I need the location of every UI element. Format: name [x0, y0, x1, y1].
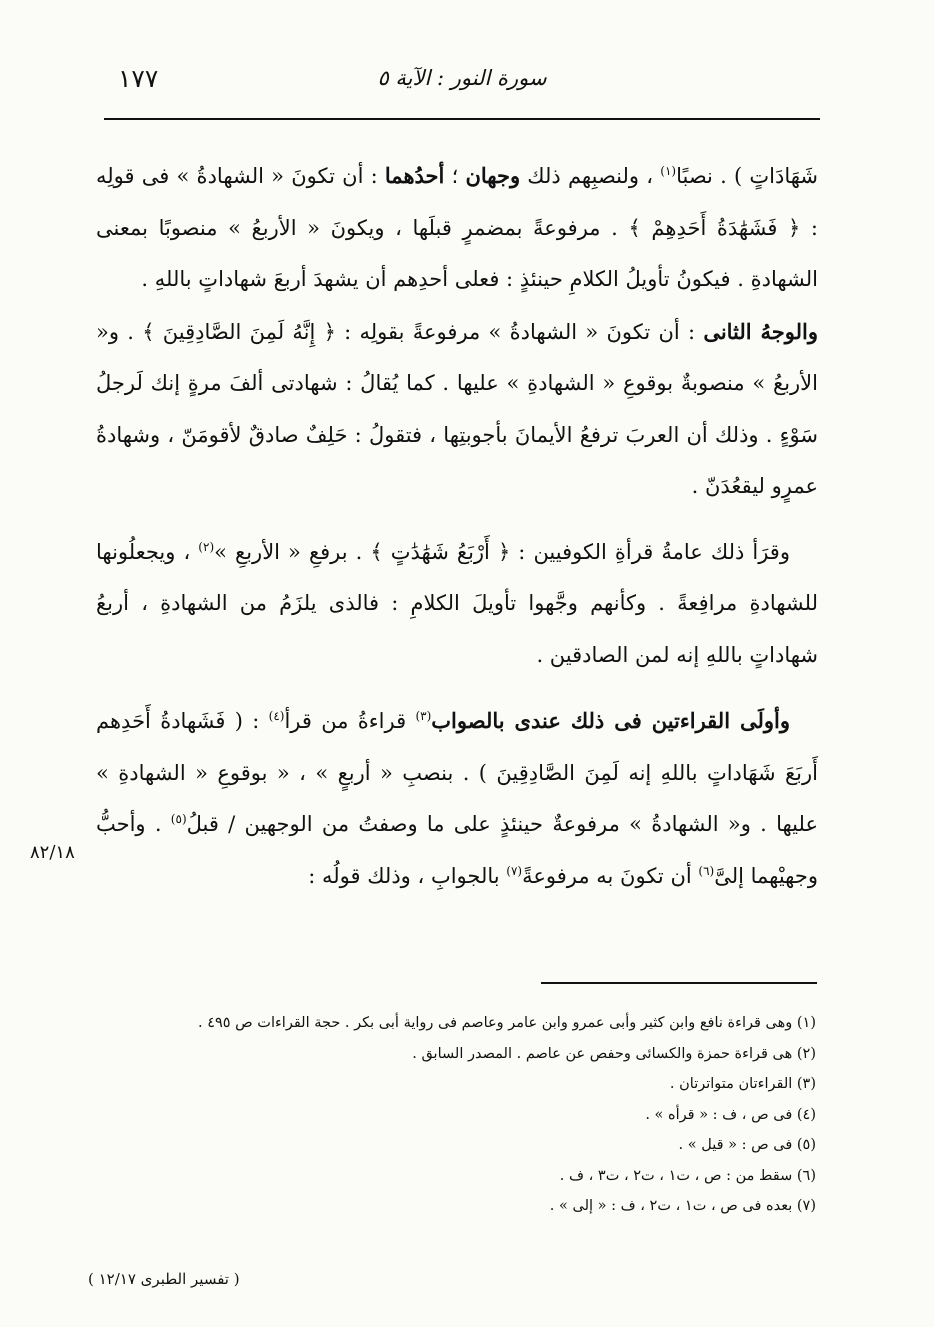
bold-term: أحدُهما [384, 163, 445, 188]
text-run: ، ولنصبِهم ذلك [520, 164, 661, 188]
footnote-6: (٦) سقط من : ص ، ت١ ، ت٢ ، ت٣ ، ف . [559, 1167, 816, 1184]
footnote-divider [541, 982, 817, 984]
paragraph-1 [96, 150, 818, 306]
footnote-ref-6: (٦) [698, 863, 715, 878]
footnote-ref-1: (١) [660, 164, 677, 178]
bold-term: وأولَى القراءتين فى ذلك عندى بالصواب [431, 708, 790, 733]
text-run: . وأحبُّ وجهيْهما إلىَّ [96, 812, 818, 888]
footnote-3: (٣) القراءتان متواترتان . [669, 1076, 816, 1092]
footnote-2: (٢) هى قراءة حمزة والكسائى وحفص عن عاصم . المصدر السابق . [412, 1045, 816, 1062]
bold-term: وجهان [465, 163, 521, 188]
footnote-ref-4: (٤) [268, 709, 285, 723]
text-run: : أن تكونَ « الشهادةُ » فى قولِه : ﴿ فَشَهَٰدَةُ أَحَدِهِمْ ﴾ . مرفوعةً بمضمرٍ قبلَها ، ويكونَ « الأربعُ » منصوبًا بمعنى الشهادةِ . فيكونُ تأويلُ الكلامِ حينئذٍ : فعلى أحدِهم أن يشهدَ أربعَ شهاداتٍ باللهِ . [96, 164, 818, 291]
text-run: وقرَأ ذلك عامةُ قرأةِ الكوفيين : ﴿ أَرْبَعُ شَهَٰدَٰتٍ ﴾ . برفعِ « الأربعِ » [214, 539, 790, 564]
footnote-ref-3: (٣) [415, 709, 432, 723]
page-header [104, 58, 820, 114]
footnotes [96, 1008, 816, 1222]
text-run: ؛ [444, 164, 466, 188]
bold-term: والوجهُ الثانى [703, 318, 818, 344]
footnote-ref-2: (٢) [198, 539, 215, 554]
header-divider [104, 118, 820, 120]
paragraph-3 [96, 527, 818, 682]
text-run: قراءةُ من قرأ [284, 709, 416, 733]
text-run: بالجوابِ ، وذلك قولُه : [308, 863, 507, 888]
paragraph-4 [96, 695, 818, 902]
footnote-1: (١) وهى قراءة نافع وابن كثير وأبى عمرو وابن عامر وعاصم فى رواية أبى بكر . حجة القراءات ص ٤٩٥ . [197, 1015, 816, 1031]
paragraph-2 [96, 306, 818, 513]
page-number: ١٧٧ [118, 64, 159, 93]
margin-reference: ٨٢/١٨ [30, 842, 75, 863]
source-citation: ( تفسير الطبرى ١٢/١٧ ) [88, 1270, 240, 1288]
text-run: ، ويجعلُونها للشهادةِ مرافِعةً . وكأنهم وجَّهوا تأويلَ الكلامِ : فالذى يلزَمُ من الشهادةِ ، أربعُ شهاداتٍ باللهِ إنه لمن الصادقين . [96, 539, 818, 667]
footnote-7: (٧) بعده فى ص ، ت١ ، ت٢ ، ف : « إلى » . [549, 1198, 816, 1214]
main-text [96, 150, 818, 902]
footnote-4: (٤) فى ص ، ف : « قرأه » . [645, 1106, 816, 1123]
running-title: سورة النور : الآية ٥ [377, 66, 547, 90]
footnote-ref-7: (٧) [506, 863, 523, 878]
footnote-5: (٥) فى ص : « قيل » . [678, 1137, 816, 1153]
text-run: شَهَادَاتٍ ) . نصبًا [676, 164, 818, 188]
text-run: : ( فَشَهادةُ أَحَدِهم أَربَعَ شَهَاداتٍ باللهِ إنه لَمِنَ الصَّادِقِينَ ) . بنصبِ « أربعٍ » ، « بوقوعِ « الشهادةِ » عليها . و« الشهادةُ » مرفوعةٌ حينئذٍ على ما وصفتُ من الوجهين / قبلُ [96, 709, 818, 836]
text-run: أن تكونَ به مرفوعةً [522, 863, 699, 888]
text-run: : أن تكونَ « الشهادةُ » مرفوعةً بقولِه : ﴿ إِنَّهُ لَمِنَ الصَّادِقِينَ ﴾ . و« الأربعُ » منصوبةٌ بوقوعِ « الشهادةِ » عليها . كما يُقالُ : شهادتى ألفَ مرةٍ إنك لَرجلُ سَوْءٍ . وذلك أن العربَ ترفعُ الأيمانَ بأجوبتِها ، فتقولُ : حَلِفٌ صادقٌ لأقومَنّ ، وشهادةُ عمرٍو ليقعُدَنّ . [96, 319, 818, 498]
footnote-ref-5: (٥) [170, 812, 187, 826]
